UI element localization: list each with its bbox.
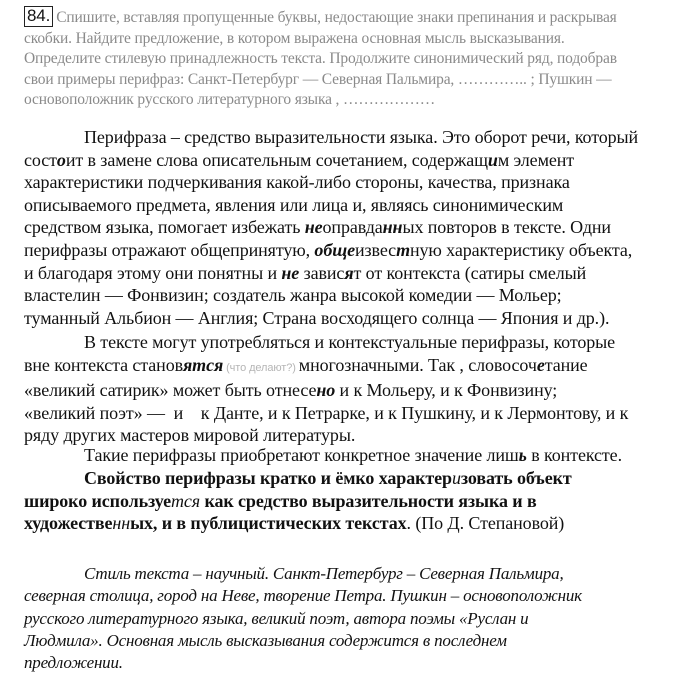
- task-line: основоположник русского литературного языка , ………………: [24, 91, 436, 108]
- inserted-letter: нн: [382, 217, 403, 238]
- task-line: скобки. Найдите предложение, в котором выражена основная мысль высказывания.: [24, 29, 565, 47]
- text-line: Свойство перифразы кратко и ёмко характеризовать объект: [84, 468, 572, 488]
- answer-line: Стиль текста – научный. Санкт-Петербург – Северная Пальмира,: [84, 564, 564, 583]
- paragraph-meaning: [24, 444, 700, 467]
- inserted-letter: я: [344, 262, 354, 283]
- text-line: и благодаря этому они понятны и не зависят от контекста (сатиры смелый: [24, 262, 587, 283]
- paragraph-main-idea: [24, 467, 700, 535]
- text-line: В тексте могут употребляться и контекстуальные перифразы, которые: [84, 332, 616, 352]
- inserted-letter: т: [396, 239, 410, 260]
- task-line: свои примеры перифраз: Санкт-Петербург — Северная Пальмира, ………….. ; Пушкин —: [24, 70, 612, 88]
- task-line: 84. Спишите, вставляя пропущенные буквы, недостающие знаки препинания и раскрывая: [24, 6, 684, 29]
- inserted-letter: но: [316, 380, 336, 401]
- inserted-letter: ятся: [183, 354, 224, 375]
- inserted-letter: не: [281, 262, 300, 283]
- paragraph-definition: [24, 126, 700, 329]
- source-attribution: . (По Д. Степановой): [406, 513, 565, 534]
- text-line: характеристики подчеркивания какой-либо стороны, качества, признака: [24, 172, 570, 193]
- answer-line: северная столица, город на Неве, творение Петра. Пушкин – основоположник: [24, 586, 582, 606]
- task-instructions: [24, 6, 684, 111]
- text-line: туманный Альбион — Англия; Страна восходящего солнца — Япония и др.).: [24, 307, 610, 328]
- inserted-letter: о: [56, 149, 66, 170]
- text-line: широко используется как средство выразительности языка и в: [24, 490, 537, 511]
- answer-line: русского литературного языка, великий поэт, автора поэмы «Руслан и: [24, 608, 529, 628]
- question-hint: (что делают?): [223, 361, 299, 374]
- inserted-letter: обще: [314, 239, 355, 260]
- task-number-box: 84.: [24, 6, 53, 27]
- task-line: Определите стилевую принадлежность текста. Продолжите синонимический ряд, подобрав: [24, 50, 617, 67]
- text-line: «великий сатирик» может быть отнесено и к Мольеру, и к Фонвизину;: [24, 380, 558, 401]
- paragraph-context: [24, 331, 700, 447]
- text-line: состоит в замене слова описательным сочетанием, содержащим элемент: [24, 149, 575, 170]
- answer-block: [24, 563, 700, 674]
- text-line: Перифраза – средство выразительности языка. Это оборот речи, который: [84, 127, 639, 147]
- text-line: художественных, и в публицистических текстах. (По Д. Степановой): [24, 513, 565, 534]
- answer-line: предложении.: [24, 653, 123, 673]
- text-line: описываемого предмета, явления или лица и, являясь синонимическим: [24, 194, 564, 215]
- inserted-letter: ь: [518, 445, 527, 465]
- text-line: вне контекста становятся (что делают?) многозначными. Так , словосочетание: [24, 354, 588, 375]
- text-line: Такие перифразы приобретают конкретное значение лишь в контексте.: [84, 445, 622, 465]
- text-line: властелин — Фонвизин; создатель жанра высокой комедии — Мольер;: [24, 285, 562, 306]
- inserted-letter: е: [536, 354, 545, 375]
- inserted-letter: нн: [112, 513, 131, 534]
- text-line: перифразы отражают общепринятую, общеизвестную характеристику объекта,: [24, 239, 633, 260]
- inserted-letter: и: [487, 149, 498, 170]
- text-line: «великий поэт» — и к Данте, и к Петрарке, и к Пушкину, и к Лермонтову, и к: [24, 402, 629, 423]
- answer-line: Людмила». Основная мысль высказывания содержится в последнем: [24, 630, 507, 650]
- text-line: ряду других мастеров мировой литературы.: [24, 425, 356, 446]
- text-line: средством языка, помогает избежать неоправданных повторов в тексте. Одни: [24, 217, 611, 238]
- inserted-letter: не: [304, 217, 323, 238]
- inserted-letter: тся: [171, 490, 201, 511]
- inserted-letter: и: [451, 468, 461, 488]
